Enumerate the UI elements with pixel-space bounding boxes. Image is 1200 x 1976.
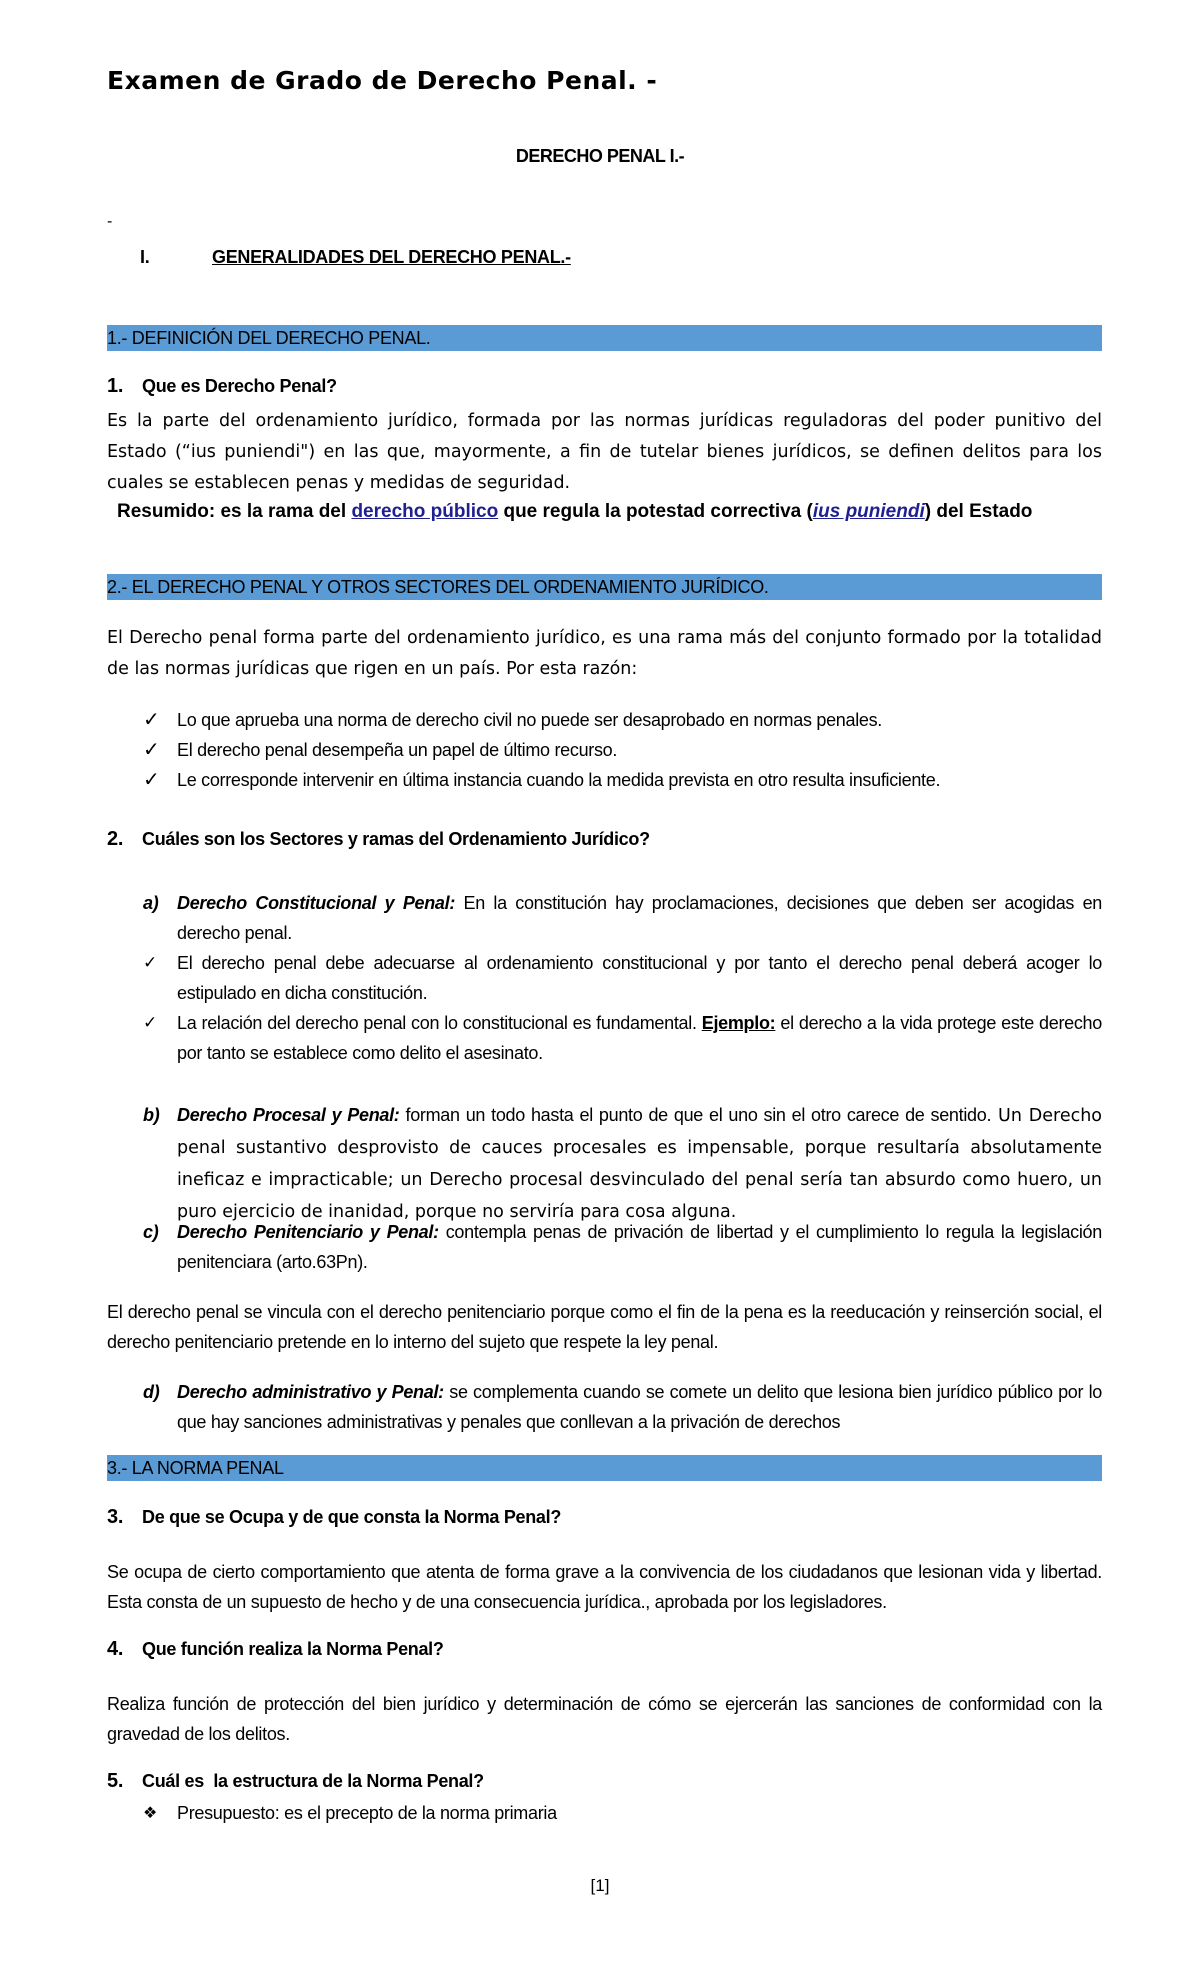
ejemplo-text: el derecho a la vida protege este derecho por tanto se establece como delito el asesinato. [177,1013,1102,1063]
page-number: [1] [590,1876,610,1895]
check-icon: ✓ [143,769,160,791]
norma-paragraph: Se ocupa de cierto comportamiento que atenta de forma grave a la convivencia de los ciudadanos que lesionan vida y libertad. Esta consta de un supuesto de hecho y de una consecuencia jurídica., aprobada por los legisladores. [107,1562,1102,1612]
question-text: Que función realiza la Norma Penal? [142,1639,444,1659]
check-icon: ✓ [143,739,160,761]
item-marker: a) [143,893,159,913]
check-icon: ✓ [143,1013,157,1032]
item-heading: Derecho Penitenciario y Penal: [177,1222,439,1242]
item-heading: Derecho administrativo y Penal: [177,1382,444,1402]
check-item-text: Le corresponde intervenir en última instancia cuando la medida prevista en otro resulta insuficiente. [177,770,941,790]
question-text: De que se Ocupa y de que consta la Norma Penal? [142,1507,562,1527]
item-text: Un Derecho penal sustantivo desprovisto de cauces procesales es impensable, porque resultaría absolutamente ineficaz e impracticable; un Derecho procesal desvinculado del penal sería tan absurdo como huero, un puro ejercicio de inanidad, porque no serviría para cosa alguna. [177,1106,1103,1222]
ius-puniendi-link[interactable]: ius puniendi [812,501,925,522]
definition-paragraph: Es la parte del ordenamiento jurídico, formada por las normas jurídicas reguladoras del poder punitivo del Estado (“ius puniendi") en las que, mayormente, a fin de tutelar bienes jurídicos, se definen delitos para los cuales se establecen penas y medidas de seguridad. [107,411,1102,493]
check-icon: ✓ [143,709,160,731]
ejemplo-label: Ejemplo: [701,1013,776,1033]
item-body [177,1100,1102,1228]
question-number: 2. [107,828,124,850]
dash-mark: - [107,213,113,230]
item-text: forman un todo hasta el punto de que el uno sin el otro carece de sentido. [399,1105,992,1125]
section-band-3: 3.- LA NORMA PENAL [107,1455,1102,1481]
section-number: I. [140,247,150,267]
check-item-text: Lo que aprueba una norma de derecho civil no puede ser desaprobado en normas penales. [177,710,883,730]
summary-end: ) del Estado [924,501,1033,522]
document-subtitle: DERECHO PENAL I.- [515,146,685,166]
derecho-publico-link[interactable]: derecho público [351,501,499,522]
item-text: En la constitución hay proclamaciones, decisiones que deben ser acogidas en derecho penal. [177,893,1102,943]
section-label: GENERALIDADES DEL DERECHO PENAL.- [212,247,571,267]
question-4 [107,1638,444,1661]
question-number: 5. [107,1770,124,1792]
question-3 [107,1506,561,1529]
question-number: 4. [107,1638,124,1660]
item-text: contempla penas de privación de libertad y el cumplimiento lo regula la legislación penitenciara (arto.63Pn). [177,1222,1102,1272]
item-marker: c) [143,1222,159,1242]
section-heading [140,247,571,268]
question-1 [107,375,337,398]
item-body [177,1377,1102,1437]
check-item-text: El derecho penal desempeña un papel de último recurso. [177,740,618,760]
question-number: 3. [107,1506,124,1528]
question-5 [107,1770,484,1793]
diamond-bullet-icon: ❖ [143,1803,158,1822]
section-band-1: 1.- DEFINICIÓN DEL DERECHO PENAL. [107,325,1102,351]
check-icon: ✓ [143,953,157,972]
item-marker: d) [143,1382,160,1402]
item-body [177,888,1102,948]
item-heading: Derecho Procesal y Penal: [177,1105,400,1125]
document-title: Examen de Grado de Derecho Penal. - [107,66,658,95]
check-item-text: La relación del derecho penal con lo constitucional es fundamental. [177,1013,697,1033]
question-2 [107,828,650,851]
summary-lead: Resumido: es la rama del [117,501,347,522]
funcion-paragraph: Realiza función de protección del bien jurídico y determinación de cómo se ejercerán las sanciones de conformidad con la gravedad de los delitos. [107,1694,1102,1744]
section-band-2: 2.- EL DERECHO PENAL Y OTROS SECTORES DEL ORDENAMIENTO JURÍDICO. [107,574,1102,600]
question-text: Cuál es la estructura de la Norma Penal? [142,1771,484,1791]
bullet-item-text: Presupuesto: es el precepto de la norma primaria [177,1803,557,1823]
question-number: 1. [107,375,124,397]
check-item-text: El derecho penal debe adecuarse al ordenamiento constitucional y por tanto el derecho penal deberá acoger lo estipulado en dicha constitución. [177,953,1102,1003]
check-item-text [177,1008,1102,1068]
penitenciario-paragraph: El derecho penal se vincula con el derecho penitenciario porque como el fin de la pena es la reeducación y reinserción social, el derecho penitenciario pretende en lo interno del sujeto que respete la ley penal. [107,1302,1102,1352]
item-marker: b) [143,1105,160,1125]
question-text: Que es Derecho Penal? [142,376,337,396]
item-body [177,1217,1102,1277]
item-text: se complementa cuando se comete un delito que lesiona bien jurídico público por lo que hay sanciones administrativas y penales que conllevan a la privación de derechos [177,1382,1102,1432]
question-text: Cuáles son los Sectores y ramas del Ordenamiento Jurídico? [142,829,650,849]
item-heading: Derecho Constitucional y Penal: [177,893,456,913]
ordenamiento-paragraph: El Derecho penal forma parte del ordenamiento jurídico, es una rama más del conjunto formado por la totalidad de las normas jurídicas que rigen en un país. Por esta razón: [107,628,1102,679]
summary-paragraph [107,498,1102,526]
summary-mid: que regula la potestad correctiva ( [503,501,813,522]
